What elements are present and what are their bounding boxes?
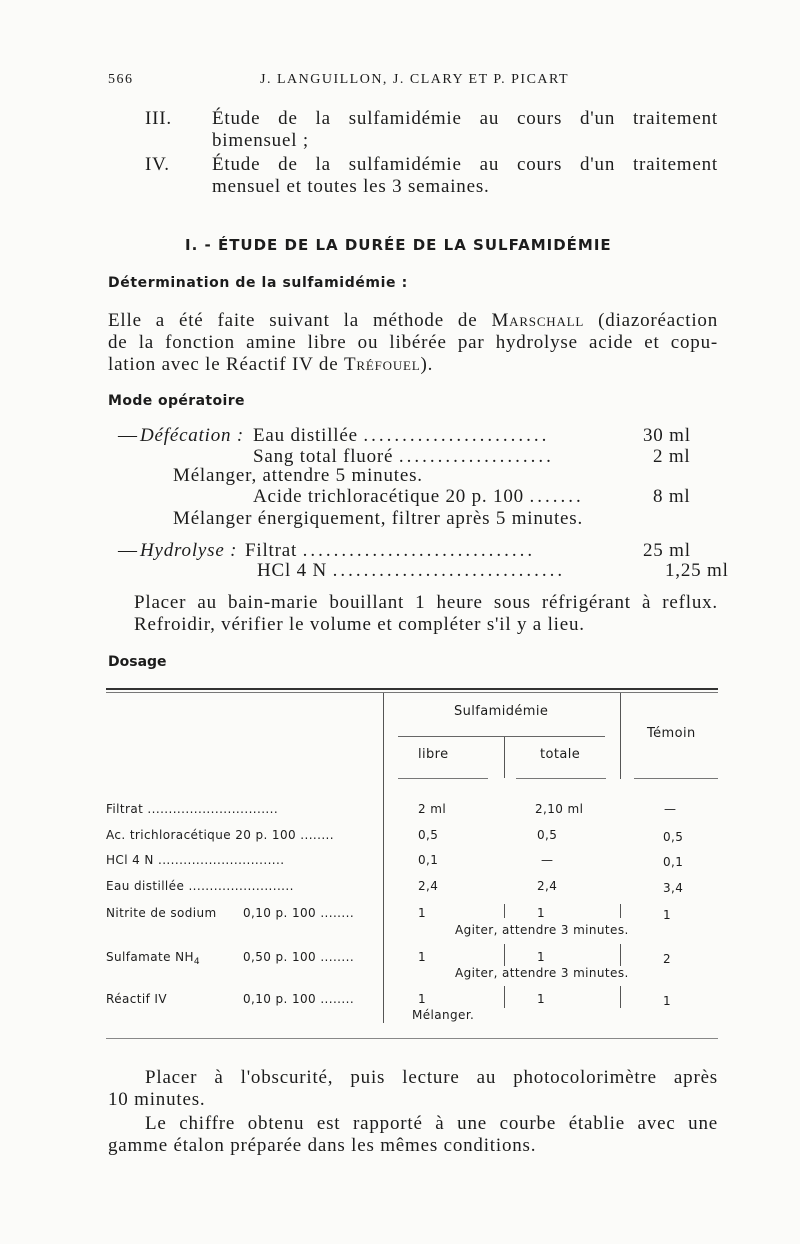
table-col-rule — [398, 778, 488, 779]
paragraph-text: lation avec le Réactif IV de — [108, 354, 344, 375]
table-col-header-temoin: Témoin — [647, 726, 696, 741]
paragraph-line: de la fonction amine libre ou libérée par hydrolyse acide et copu- — [108, 332, 718, 353]
cell-temoin: 0,1 — [663, 855, 684, 869]
intro-item-line: mensuel et toutes les 3 semaines. — [212, 176, 490, 197]
table-col-rule — [516, 778, 606, 779]
table-instruction: Agiter, attendre 3 minutes. — [455, 966, 629, 980]
quantity: 30 ml — [643, 425, 691, 446]
step-text: Acide trichloracétique 20 p. 100 — [253, 486, 524, 507]
table-row-label — [106, 950, 201, 967]
reagent-name: Eau distillée — [106, 879, 185, 893]
closing-line: Placer à l'obscurité, puis lecture au photocolorimètre après — [145, 1067, 718, 1088]
procedure-line — [245, 540, 535, 562]
table-instruction: Mélanger. — [412, 1008, 475, 1022]
subscript-4: 4 — [193, 957, 201, 967]
table-vline — [620, 693, 621, 779]
table-vline-short — [504, 986, 505, 1008]
table-row-label — [106, 879, 294, 893]
quantity: 1,25 ml — [665, 560, 729, 581]
paragraph-text: (diazoréaction — [584, 310, 718, 331]
author-name: Marschall — [491, 310, 585, 331]
defecation-label: Défécation : — [140, 425, 245, 446]
leader-dots: ......................... — [188, 879, 294, 893]
cell-libre: 2 ml — [418, 802, 447, 816]
table-row-conc — [243, 906, 354, 920]
concentration: 0,50 p. 100 — [243, 950, 317, 964]
table-vline-short — [620, 986, 621, 1008]
page-number: 566 — [108, 72, 134, 87]
table-vline — [504, 736, 505, 778]
table-row-label — [106, 853, 284, 867]
intro-item-line: bimensuel ; — [212, 130, 309, 151]
table-row-conc — [243, 950, 354, 964]
intro-item-line: Étude de la sulfamidémie au cours d'un traitement — [212, 108, 718, 129]
section-title: I. - ÉTUDE DE LA DURÉE DE LA SULFAMIDÉMIE — [185, 236, 612, 254]
step-text: Eau distillée — [253, 425, 358, 446]
table-row-conc — [243, 992, 354, 1006]
reagent-name: Filtrat — [106, 802, 144, 816]
cell-libre: 2,4 — [418, 879, 439, 893]
table-vline-short — [620, 944, 621, 966]
leader-dots: ....... — [529, 486, 584, 507]
table-row-label — [106, 802, 278, 816]
step-text: Filtrat — [245, 540, 298, 561]
hydrolyse-label: Hydrolyse : — [140, 540, 238, 561]
intro-item-line: Étude de la sulfamidémie au cours d'un traitement — [212, 154, 718, 175]
hydrolyse-dash: — — [118, 540, 138, 561]
hydrolyse-note-line: Placer au bain-marie bouillant 1 heure sous réfrigérant à reflux. — [134, 592, 718, 613]
leader-dots: .................... — [398, 446, 554, 467]
cell-totale: 2,10 ml — [535, 802, 584, 816]
procedure-line — [253, 486, 584, 508]
leader-dots: .............................. — [158, 853, 285, 867]
table-row-label: Réactif IV — [106, 992, 167, 1006]
cell-libre: 0,1 — [418, 853, 439, 867]
paragraph-line — [108, 310, 718, 332]
closing-line: gamme étalon préparée dans les mêmes conditions. — [108, 1135, 537, 1156]
leader-dots: .............................. — [332, 560, 566, 581]
cell-temoin: 3,4 — [663, 881, 684, 895]
cell-temoin: 1 — [663, 994, 672, 1008]
subheading-determination: Détermination de la sulfamidémie : — [108, 275, 408, 291]
table-row-label: Nitrite de sodium — [106, 906, 217, 920]
table-vline — [383, 693, 384, 1023]
paragraph-text: Elle a été faite suivant la méthode de — [108, 310, 492, 331]
leader-dots: ........ — [300, 828, 334, 842]
reagent-name: HCl 4 N — [106, 853, 154, 867]
leader-dots: ........ — [320, 906, 355, 920]
procedure-line — [257, 560, 565, 582]
leader-dots: ........................ — [363, 425, 550, 446]
running-title: J. LANGUILLON, J. CLARY ET P. PICART — [260, 72, 570, 87]
closing-line: 10 minutes. — [108, 1089, 206, 1110]
cell-totale: — — [541, 853, 554, 867]
leader-dots: ............................... — [147, 802, 279, 816]
defecation-dash: — — [118, 425, 138, 446]
table-col-header-libre: libre — [418, 747, 449, 762]
cell-libre: 1 — [418, 950, 427, 964]
table-instruction: Agiter, attendre 3 minutes. — [455, 923, 629, 937]
reagent-name: Sulfamate NH — [106, 950, 194, 964]
subheading-mode-operatoire: Mode opératoire — [108, 393, 245, 409]
reagent-name: Ac. trichloracétique 20 p. 100 — [106, 828, 297, 842]
paragraph-line — [108, 354, 433, 376]
hydrolyse-note-line: Refroidir, vérifier le volume et compléter s'il y a lieu. — [134, 614, 585, 635]
cell-libre: 1 — [418, 992, 427, 1006]
cell-totale: 1 — [537, 950, 546, 964]
cell-temoin: 1 — [663, 908, 672, 922]
procedure-line: Mélanger, attendre 5 minutes. — [173, 465, 423, 486]
leader-dots: ........ — [320, 950, 355, 964]
cell-temoin: — — [664, 802, 677, 816]
quantity: 25 ml — [643, 540, 691, 561]
table-col-header-totale: totale — [540, 747, 581, 762]
table-group-rule — [398, 736, 605, 737]
author-name: Tréfouel — [343, 354, 421, 375]
table-col-rule — [634, 778, 718, 779]
table-top-rule-thin — [106, 692, 718, 693]
cell-totale: 1 — [537, 906, 546, 920]
cell-temoin: 2 — [663, 952, 672, 966]
table-group-header: Sulfamidémie — [454, 704, 549, 719]
table-top-rule — [106, 688, 718, 690]
cell-libre: 1 — [418, 906, 427, 920]
cell-temoin: 0,5 — [663, 830, 684, 844]
table-vline-short — [504, 944, 505, 966]
table-vline-short — [504, 904, 505, 918]
procedure-line: Mélanger énergiquement, filtrer après 5 minutes. — [173, 508, 584, 529]
cell-totale: 1 — [537, 992, 546, 1006]
leader-dots: .............................. — [302, 540, 536, 561]
leader-dots: ........ — [320, 992, 355, 1006]
intro-item-num: IV. — [145, 154, 170, 175]
cell-totale: 0,5 — [537, 828, 558, 842]
cell-totale: 2,4 — [537, 879, 558, 893]
concentration: 0,10 p. 100 — [243, 992, 317, 1006]
table-vline-short — [620, 904, 621, 918]
step-text: Sang total fluoré — [253, 446, 394, 467]
closing-line: Le chiffre obtenu est rapporté à une courbe établie avec une — [145, 1113, 718, 1134]
step-text: HCl 4 N — [257, 560, 327, 581]
paragraph-text: ). — [420, 354, 434, 375]
quantity: 8 ml — [653, 486, 691, 507]
table-row-label — [106, 828, 334, 842]
intro-item-num: III. — [145, 108, 172, 129]
subheading-dosage: Dosage — [108, 654, 167, 670]
cell-libre: 0,5 — [418, 828, 439, 842]
quantity: 2 ml — [653, 446, 691, 467]
procedure-line — [253, 425, 549, 447]
table-bottom-rule — [106, 1038, 718, 1039]
concentration: 0,10 p. 100 — [243, 906, 317, 920]
